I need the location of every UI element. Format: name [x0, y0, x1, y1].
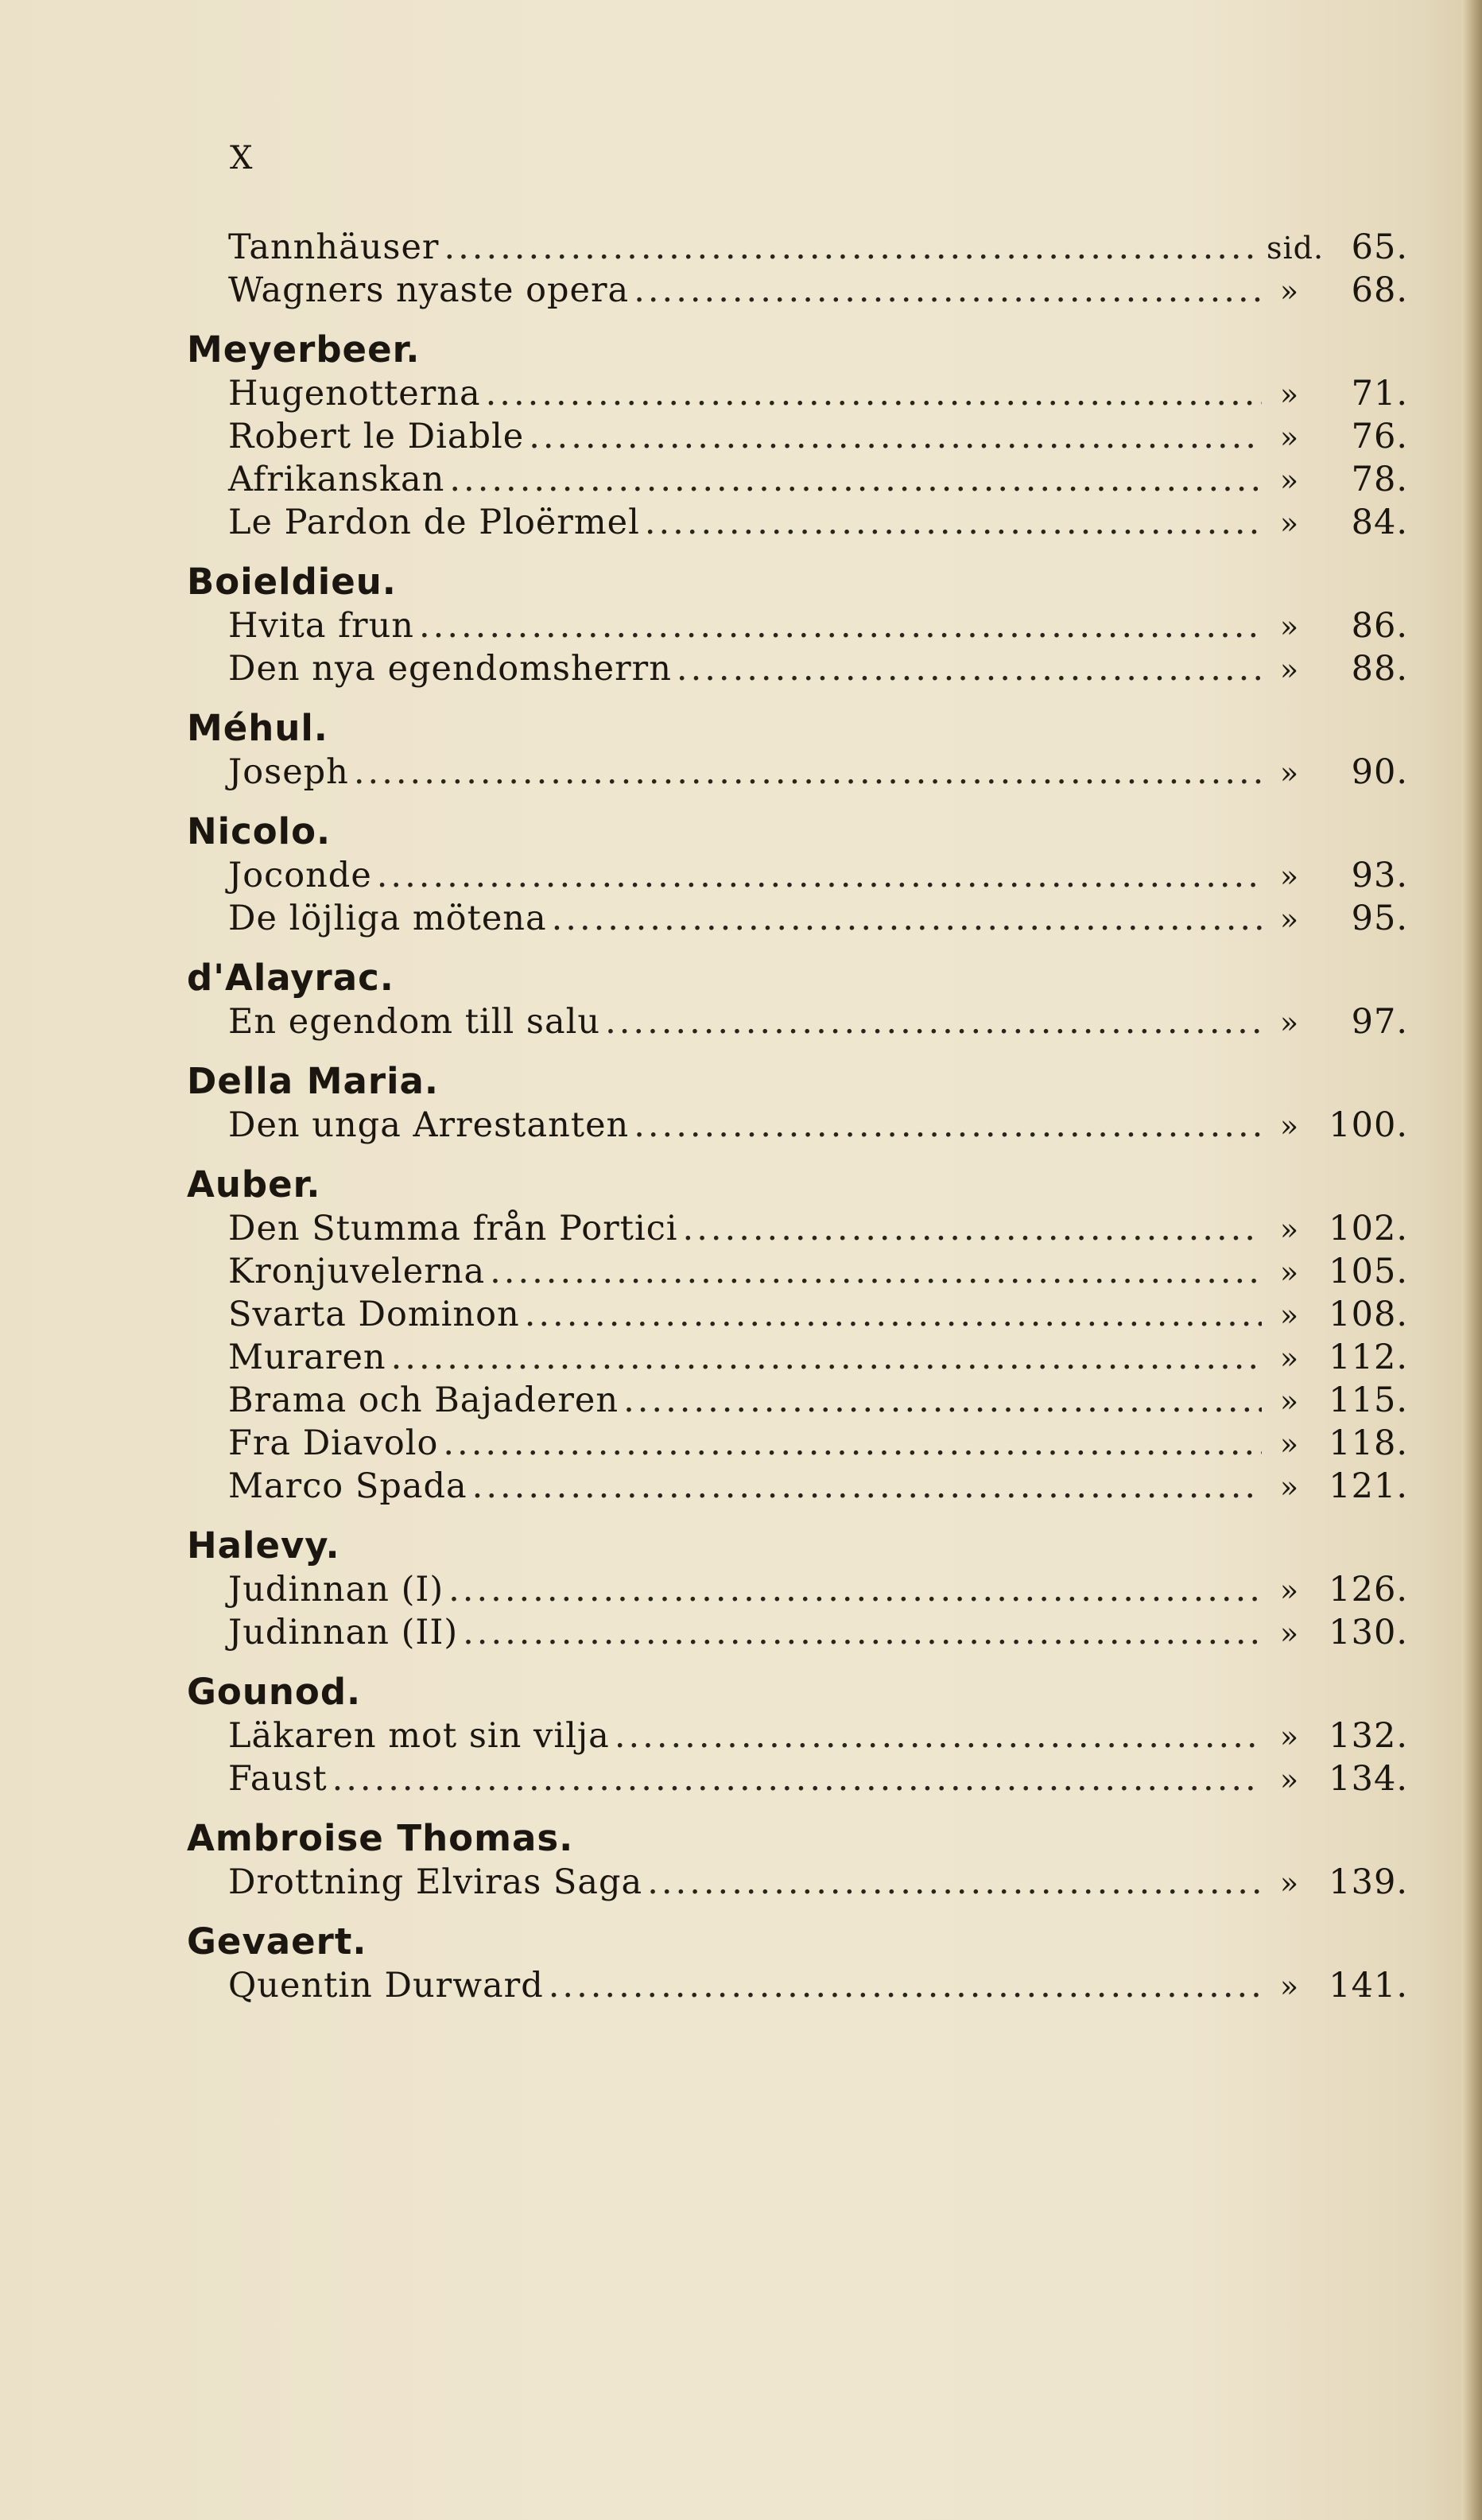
composer-heading: Auber. — [187, 1163, 321, 1206]
entry-title: Muraren — [228, 1338, 386, 1377]
entry-title: Läkaren mot sin vilja — [228, 1716, 610, 1756]
toc-entry — [228, 1209, 1408, 1252]
entry-page-number: 95. — [1351, 899, 1408, 938]
table-of-contents — [187, 227, 1408, 2009]
entry-title: Svarta Dominon — [228, 1295, 520, 1334]
entry-title: Judinnan (I) — [228, 1570, 444, 1609]
entry-title: Den Stumma från Portici — [228, 1209, 678, 1248]
entry-page-number: 78. — [1351, 460, 1408, 499]
composer-heading: Della Maria. — [187, 1060, 439, 1102]
ditto-mark: » — [1279, 1969, 1300, 2004]
toc-entry — [228, 1570, 1408, 1613]
entry-page-number: 121. — [1329, 1466, 1408, 1506]
composer-heading: Gounod. — [187, 1671, 362, 1713]
entry-page-number: 132. — [1329, 1716, 1408, 1756]
toc-entry — [228, 1759, 1408, 1802]
toc-entry — [228, 1380, 1408, 1423]
entry-title: Tannhäuser — [228, 227, 440, 267]
toc-entry — [228, 1295, 1408, 1338]
entry-title: Faust — [228, 1759, 328, 1799]
toc-entry — [228, 270, 1408, 313]
dot-leader — [615, 1716, 1262, 1756]
entry-title: Kronjuvelerna — [228, 1252, 486, 1291]
dot-leader — [444, 227, 1262, 267]
ditto-mark: » — [1279, 1427, 1300, 1462]
entry-title: Joconde — [228, 856, 372, 895]
entry-page-number: 71. — [1351, 374, 1408, 414]
toc-entry — [228, 1466, 1408, 1509]
toc-entry — [228, 1002, 1408, 1045]
entry-page-number: 141. — [1329, 1966, 1408, 2006]
toc-entry — [228, 460, 1408, 503]
dot-leader — [549, 1966, 1262, 2006]
ditto-mark: » — [1279, 1109, 1300, 1144]
dot-leader — [449, 460, 1262, 499]
toc-entry — [228, 1966, 1408, 2009]
ditto-mark: » — [1279, 274, 1300, 309]
ditto-mark: » — [1279, 1341, 1300, 1376]
dot-leader — [472, 1466, 1262, 1506]
entry-page-number: 108. — [1329, 1295, 1408, 1334]
toc-entry — [228, 752, 1408, 795]
toc-entry — [228, 374, 1408, 417]
entry-page-number: 130. — [1329, 1613, 1408, 1652]
ditto-mark: » — [1279, 377, 1300, 412]
ditto-mark: » — [1279, 859, 1300, 894]
entry-title: Hugenotterna — [228, 374, 481, 414]
ditto-mark: » — [1279, 1384, 1300, 1419]
dot-leader — [623, 1380, 1262, 1420]
composer-heading: Meyerbeer. — [187, 328, 421, 371]
entry-page-number: 102. — [1329, 1209, 1408, 1248]
toc-entry — [228, 227, 1408, 270]
toc-entry — [228, 1862, 1408, 1905]
entry-page-number: 90. — [1351, 752, 1408, 792]
ditto-mark: » — [1279, 1866, 1300, 1901]
dot-leader — [419, 606, 1262, 646]
toc-entry — [228, 1613, 1408, 1656]
composer-heading: Méhul. — [187, 707, 328, 749]
entry-title: Joseph — [228, 752, 349, 792]
dot-leader — [377, 856, 1262, 895]
ditto-mark: » — [1279, 1762, 1300, 1797]
ditto-mark: » — [1279, 1298, 1300, 1333]
dot-leader — [529, 417, 1262, 456]
page-edge-shadow — [1461, 0, 1482, 2520]
entry-page-number: 105. — [1329, 1252, 1408, 1291]
dot-leader — [463, 1613, 1262, 1652]
toc-entry — [228, 1105, 1408, 1148]
ditto-mark: » — [1279, 609, 1300, 644]
entry-title: Fra Diavolo — [228, 1423, 439, 1463]
ditto-mark: » — [1279, 1573, 1300, 1608]
ditto-mark: » — [1279, 420, 1300, 455]
entry-page-number: 118. — [1329, 1423, 1408, 1463]
ditto-mark: » — [1279, 902, 1300, 937]
entry-page-number: 139. — [1329, 1862, 1408, 1902]
composer-heading: Gevaert. — [187, 1920, 367, 1963]
toc-entry — [228, 503, 1408, 546]
entry-page-number: 93. — [1351, 856, 1408, 895]
entry-title: Afrikanskan — [228, 460, 445, 499]
entry-page-number: 97. — [1351, 1002, 1408, 1042]
entry-title: De löjliga mötena — [228, 899, 547, 938]
dot-leader — [552, 899, 1262, 938]
ditto-mark: » — [1279, 755, 1300, 790]
entry-title: Den nya egendomsherrn — [228, 649, 672, 689]
composer-heading: Halevy. — [187, 1524, 340, 1567]
ditto-mark: » — [1279, 1470, 1300, 1505]
toc-entry — [228, 1423, 1408, 1466]
entry-title: Wagners nyaste opera — [228, 270, 630, 310]
dot-leader — [634, 270, 1262, 310]
entry-page-number: 76. — [1351, 417, 1408, 456]
toc-entry — [228, 899, 1408, 942]
composer-heading: d'Alayrac. — [187, 957, 394, 999]
entry-page-number: 126. — [1329, 1570, 1408, 1609]
dot-leader — [391, 1338, 1262, 1377]
dot-leader — [645, 503, 1262, 542]
dot-leader — [525, 1295, 1262, 1334]
ditto-mark: sid. — [1267, 231, 1325, 266]
ditto-mark: » — [1279, 652, 1300, 687]
entry-page-number: 68. — [1351, 270, 1408, 310]
entry-page-number: 100. — [1329, 1105, 1408, 1145]
toc-entry — [228, 1338, 1408, 1380]
dot-leader — [605, 1002, 1262, 1042]
entry-title: Den unga Arrestanten — [228, 1105, 630, 1145]
dot-leader — [486, 374, 1262, 414]
ditto-mark: » — [1279, 1616, 1300, 1651]
entry-page-number: 115. — [1329, 1380, 1408, 1420]
entry-title: Quentin Durward — [228, 1966, 544, 2006]
entry-title: Brama och Bajaderen — [228, 1380, 619, 1420]
entry-page-number: 134. — [1329, 1759, 1408, 1799]
dot-leader — [332, 1759, 1262, 1799]
entry-title: Drottning Elviras Saga — [228, 1862, 643, 1902]
dot-leader — [354, 752, 1262, 792]
dot-leader — [677, 649, 1262, 689]
toc-entry — [228, 606, 1408, 649]
dot-leader — [448, 1570, 1262, 1609]
ditto-mark: » — [1279, 506, 1300, 541]
toc-entry — [228, 1252, 1408, 1295]
entry-title: Marco Spada — [228, 1466, 467, 1506]
entry-title: Judinnan (II) — [228, 1613, 459, 1652]
toc-entry — [228, 649, 1408, 692]
ditto-mark: » — [1279, 1719, 1300, 1754]
ditto-mark: » — [1279, 1255, 1300, 1290]
entry-title: En egendom till salu — [228, 1002, 601, 1042]
entry-page-number: 88. — [1351, 649, 1408, 689]
entry-title: Robert le Diable — [228, 417, 525, 456]
dot-leader — [683, 1209, 1262, 1248]
entry-title: Hvita frun — [228, 606, 414, 646]
dot-leader — [647, 1862, 1262, 1902]
ditto-mark: » — [1279, 463, 1300, 498]
toc-entry — [228, 1716, 1408, 1759]
entry-page-number: 86. — [1351, 606, 1408, 646]
composer-heading: Boieldieu. — [187, 561, 397, 603]
dot-leader — [634, 1105, 1262, 1145]
dot-leader — [490, 1252, 1262, 1291]
toc-entry — [228, 417, 1408, 460]
dot-leader — [443, 1423, 1262, 1463]
toc-entry — [228, 856, 1408, 899]
composer-heading: Ambroise Thomas. — [187, 1817, 574, 1859]
ditto-mark: » — [1279, 1212, 1300, 1247]
entry-title: Le Pardon de Ploërmel — [228, 503, 640, 542]
entry-page-number: 65. — [1351, 227, 1408, 267]
entry-page-number: 112. — [1329, 1338, 1408, 1377]
page-number-roman: X — [230, 140, 254, 177]
composer-heading: Nicolo. — [187, 810, 332, 852]
ditto-mark: » — [1279, 1005, 1300, 1040]
entry-page-number: 84. — [1351, 503, 1408, 542]
